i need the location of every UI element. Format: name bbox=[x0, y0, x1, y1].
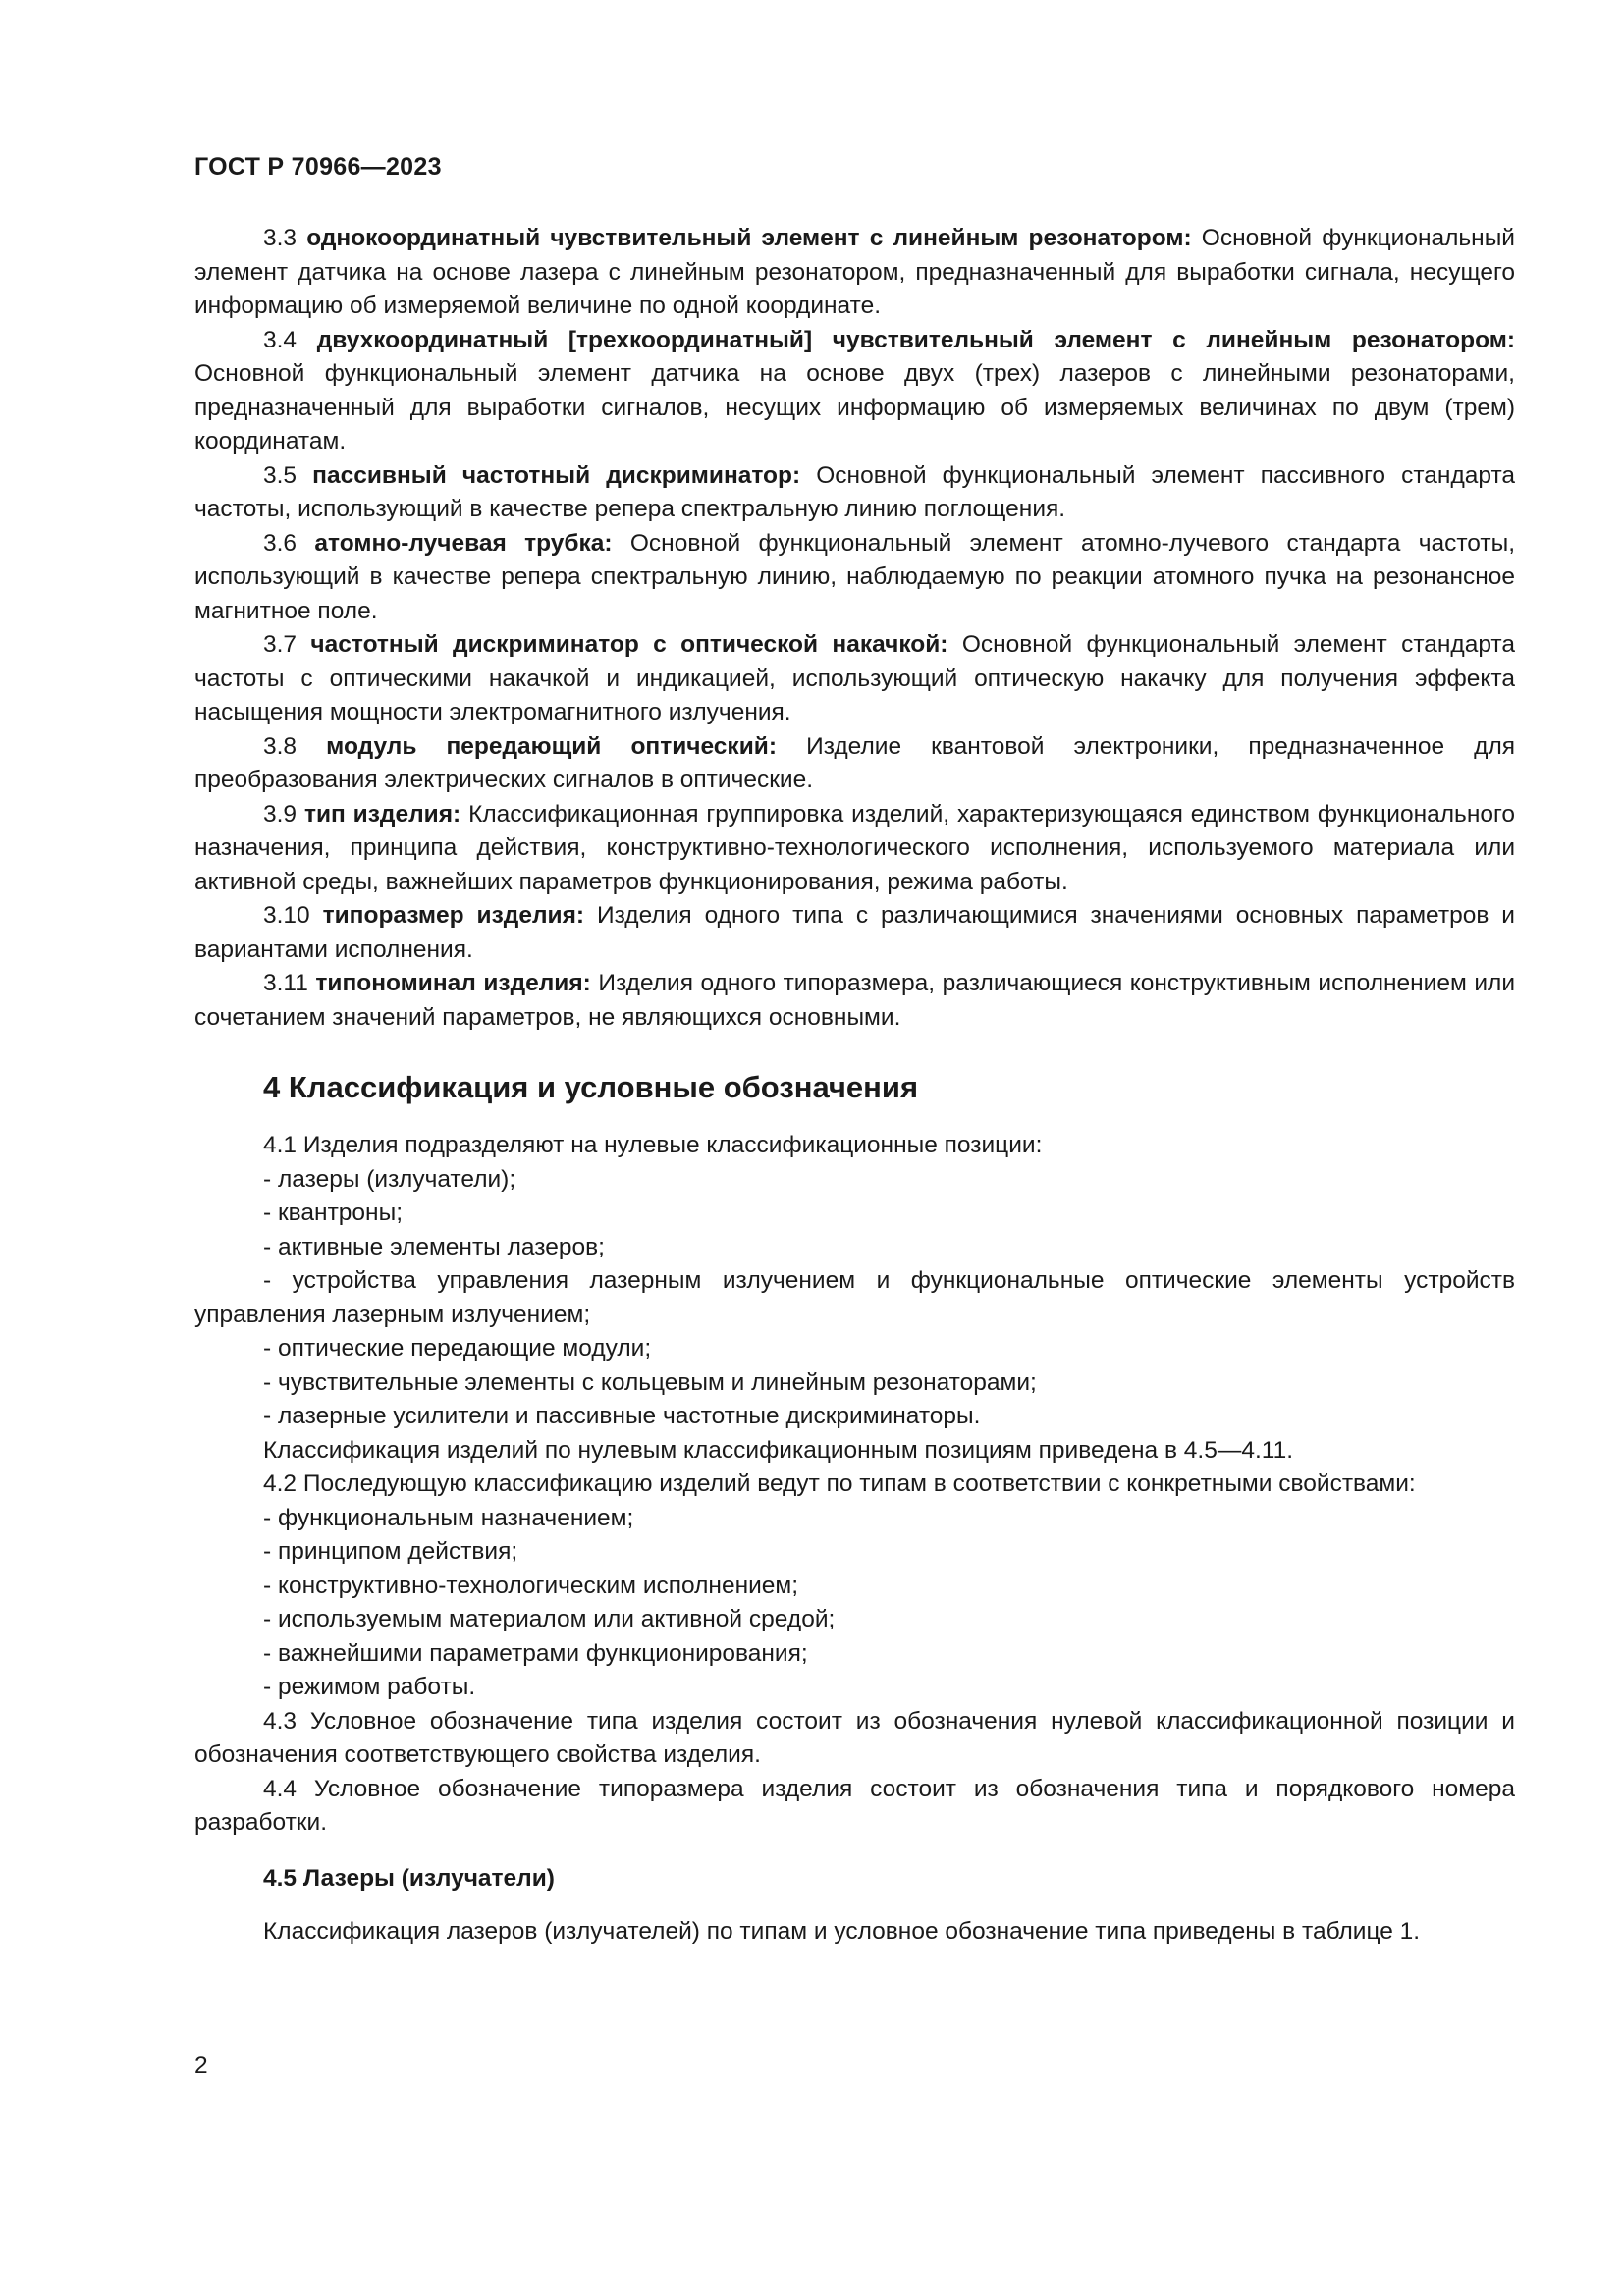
list-item: - квантроны; bbox=[263, 1200, 403, 1226]
paragraph-4-1-note: Классификация изделий по нулевым классификационным позициям приведена в 4.5—4.11. bbox=[263, 1436, 1294, 1464]
page-number: 2 bbox=[194, 2053, 208, 2079]
document-body bbox=[194, 222, 1515, 1949]
term-3-7: 3.7 частотный дискриминатор с оптической накачкой: Основной функциональный элемент стандарта частоты с оптическими накачкой и индикацией, использующий оптическую накачку для получения эффекта насыщения мощности электромагнитного излучения. bbox=[194, 631, 1515, 725]
term-3-8: 3.8 модуль передающий оптический: Изделие квантовой электроники, предназначенное для преобразования электрических сигналов в оптические. bbox=[194, 732, 1516, 793]
paragraph-4-2: 4.2 Последующую классификацию изделий ведут по типам в соответствии с конкретными свойствами: bbox=[263, 1470, 1416, 1497]
list-item: - важнейшими параметрами функционирования; bbox=[263, 1639, 808, 1667]
term-3-5: 3.5 пассивный частотный дискриминатор: Основной функциональный элемент пассивного стандарта частоты, использующий в качестве репера спектральную линию поглощения. bbox=[194, 461, 1516, 522]
list-item: - режимом работы. bbox=[263, 1674, 476, 1700]
list-item: - активные элементы лазеров; bbox=[263, 1233, 605, 1260]
term-3-3: 3.3 однокоординатный чувствительный элемент с линейным резонатором: Основной функциональный элемент датчика на основе лазера с линейным резонатором, предназначенный для выработки сигнала, несущего информацию об измеряемой величине по одной координате. bbox=[194, 225, 1515, 319]
paragraph-4-3: 4.3 Условное обозначение типа изделия состоит из обозначения нулевой классификационной позиции и обозначения соответствующего свойства изделия. bbox=[194, 1707, 1515, 1768]
list-item: - функциональным назначением; bbox=[263, 1504, 634, 1531]
section-4-title: 4 Классификация и условные обозначения bbox=[263, 1070, 919, 1104]
term-3-11: 3.11 типономинал изделия: Изделия одного типоразмера, различающиеся конструктивным исполнением или сочетанием значений параметров, не являющихся основными. bbox=[194, 970, 1516, 1031]
list-item: - устройства управления лазерным излучением и функциональные оптические элементы устройств управления лазерным излучением; bbox=[194, 1267, 1515, 1328]
term-3-10: 3.10 типоразмер изделия: Изделия одного типа с различающимися значениями основных параметров и вариантами исполнения. bbox=[194, 902, 1515, 963]
paragraph-4-5: Классификация лазеров (излучателей) по типам и условное обозначение типа приведены в таблице 1. bbox=[263, 1918, 1421, 1945]
list-item: - лазеры (излучатели); bbox=[263, 1165, 516, 1193]
list-item: - лазерные усилители и пассивные частотные дискриминаторы. bbox=[263, 1403, 981, 1429]
subsection-4-5-title: 4.5 Лазеры (излучатели) bbox=[263, 1864, 555, 1892]
list-item: - конструктивно-технологическим исполнением; bbox=[263, 1572, 799, 1599]
paragraph-4-1: 4.1 Изделия подразделяют на нулевые классификационные позиции: bbox=[263, 1132, 1043, 1158]
list-item: - чувствительные элементы с кольцевым и линейным резонаторами; bbox=[263, 1368, 1037, 1396]
term-3-6: 3.6 атомно-лучевая трубка: Основной функциональный элемент атомно-лучевого стандарта частоты, использующий в качестве репера спектральную линию, наблюдаемую по реакции атомного пучка на резонансное магнитное поле. bbox=[194, 529, 1516, 624]
paragraph-4-4: 4.4 Условное обозначение типоразмера изделия состоит из обозначения типа и порядкового номера разработки. bbox=[194, 1775, 1515, 1836]
list-item: - принципом действия; bbox=[263, 1538, 518, 1565]
list-item: - используемым материалом или активной средой; bbox=[263, 1606, 836, 1632]
document-header: ГОСТ Р 70966—2023 bbox=[194, 153, 442, 181]
term-3-9: 3.9 тип изделия: Классификационная группировка изделий, характеризующаяся единством функционального назначения, принципа действия, конструктивно-технологического исполнения, используемого материала или активной среды, важнейших параметров функционирования, режима работы. bbox=[194, 800, 1516, 895]
list-item: - оптические передающие модули; bbox=[263, 1335, 652, 1362]
term-3-4: 3.4 двухкоординатный [трехкоординатный] чувствительный элемент с линейным резонатором: Основной функциональный элемент датчика на основе двух (трех) лазеров с линейными резонаторами, предназначенный для выработки сигналов, несущих информацию об измеряемых величинах по двум (трем) координатам. bbox=[194, 326, 1515, 454]
